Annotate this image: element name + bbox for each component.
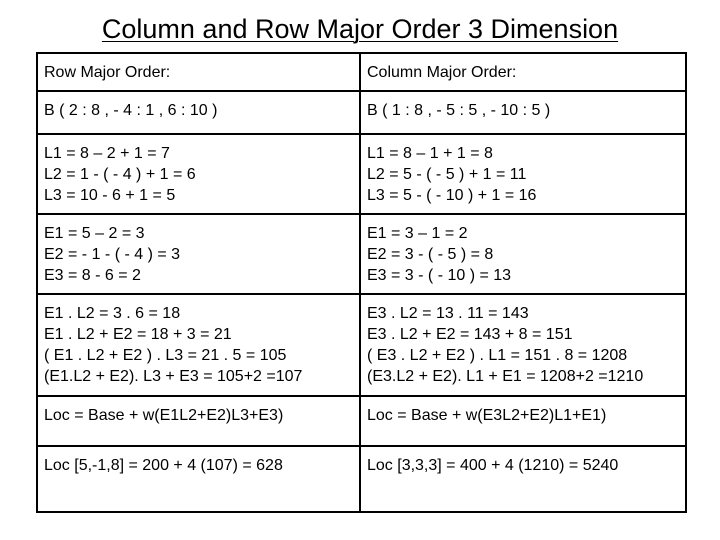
row-major-header: Row Major Order: xyxy=(44,64,171,81)
column-major-effective-e1: E1 = 3 – 1 = 2 xyxy=(367,225,468,242)
column-major-result-cell xyxy=(360,446,686,512)
row-major-declaration-cell xyxy=(37,91,360,134)
row-major-formula: Loc = Base + w(E1L2+E2)L3+E3) xyxy=(44,407,284,424)
header-row xyxy=(37,53,686,91)
row-major-length-l1: L1 = 8 – 2 + 1 = 7 xyxy=(44,145,170,162)
slide-title xyxy=(0,12,720,46)
column-major-length-l2: L2 = 5 - ( - 5 ) + 1 = 11 xyxy=(367,166,527,183)
row-major-effective-e3: E3 = 8 - 6 = 2 xyxy=(44,267,141,284)
column-major-declaration-cell xyxy=(360,91,686,134)
column-major-result: Loc [3,3,3] = 400 + 4 (1210) = 5240 xyxy=(367,457,619,474)
column-major-step-4: (E3.L2 + E2). L1 + E1 = 1208+2 =1210 xyxy=(367,368,644,385)
row-major-lengths-cell xyxy=(37,134,360,214)
row-major-result: Loc [5,-1,8] = 200 + 4 (107) = 628 xyxy=(44,457,283,474)
declaration-row xyxy=(37,91,686,134)
column-major-effective-e2: E2 = 3 - ( - 5 ) = 8 xyxy=(367,246,494,263)
column-major-step-2: E3 . L2 + E2 = 143 + 8 = 151 xyxy=(367,326,573,343)
row-major-header-cell xyxy=(37,53,360,91)
column-major-header-cell xyxy=(360,53,686,91)
formula-row xyxy=(37,396,686,446)
row-major-step-2: E1 . L2 + E2 = 18 + 3 = 21 xyxy=(44,326,232,343)
row-major-step-3: ( E1 . L2 + E2 ) . L3 = 21 . 5 = 105 xyxy=(44,347,287,364)
computation-row xyxy=(37,294,686,396)
column-major-effective-e3: E3 = 3 - ( - 10 ) = 13 xyxy=(367,267,512,284)
row-major-effective-e2: E2 = - 1 - ( - 4 ) = 3 xyxy=(44,246,181,263)
column-major-header: Column Major Order: xyxy=(367,64,517,81)
row-major-step-1: E1 . L2 = 3 . 6 = 18 xyxy=(44,305,181,322)
column-major-length-l3: L3 = 5 - ( - 10 ) + 1 = 16 xyxy=(367,187,537,204)
lengths-row xyxy=(37,134,686,214)
column-major-effective-cell xyxy=(360,214,686,294)
column-major-length-l1: L1 = 8 – 1 + 1 = 8 xyxy=(367,145,493,162)
row-major-effective-cell xyxy=(37,214,360,294)
column-major-computation-cell xyxy=(360,294,686,396)
row-major-effective-e1: E1 = 5 – 2 = 3 xyxy=(44,225,145,242)
order-comparison-table xyxy=(36,52,687,513)
column-major-declaration: B ( 1 : 8 , - 5 : 5 , - 10 : 5 ) xyxy=(367,102,551,119)
row-major-step-4: (E1.L2 + E2). L3 + E3 = 105+2 =107 xyxy=(44,368,303,385)
row-major-declaration: B ( 2 : 8 , - 4 : 1 , 6 : 10 ) xyxy=(44,102,218,119)
row-major-result-cell xyxy=(37,446,360,512)
effective-row xyxy=(37,214,686,294)
row-major-computation-cell xyxy=(37,294,360,396)
column-major-lengths-cell xyxy=(360,134,686,214)
column-major-step-3: ( E3 . L2 + E2 ) . L1 = 151 . 8 = 1208 xyxy=(367,347,628,364)
result-row xyxy=(37,446,686,512)
row-major-length-l2: L2 = 1 - ( - 4 ) + 1 = 6 xyxy=(44,166,196,183)
column-major-formula-cell xyxy=(360,396,686,446)
column-major-step-1: E3 . L2 = 13 . 11 = 143 xyxy=(367,305,529,322)
column-major-formula: Loc = Base + w(E3L2+E2)L1+E1) xyxy=(367,407,607,424)
slide-title-text: Column and Row Major Order 3 Dimension xyxy=(101,14,619,44)
row-major-length-l3: L3 = 10 - 6 + 1 = 5 xyxy=(44,187,176,204)
row-major-formula-cell xyxy=(37,396,360,446)
